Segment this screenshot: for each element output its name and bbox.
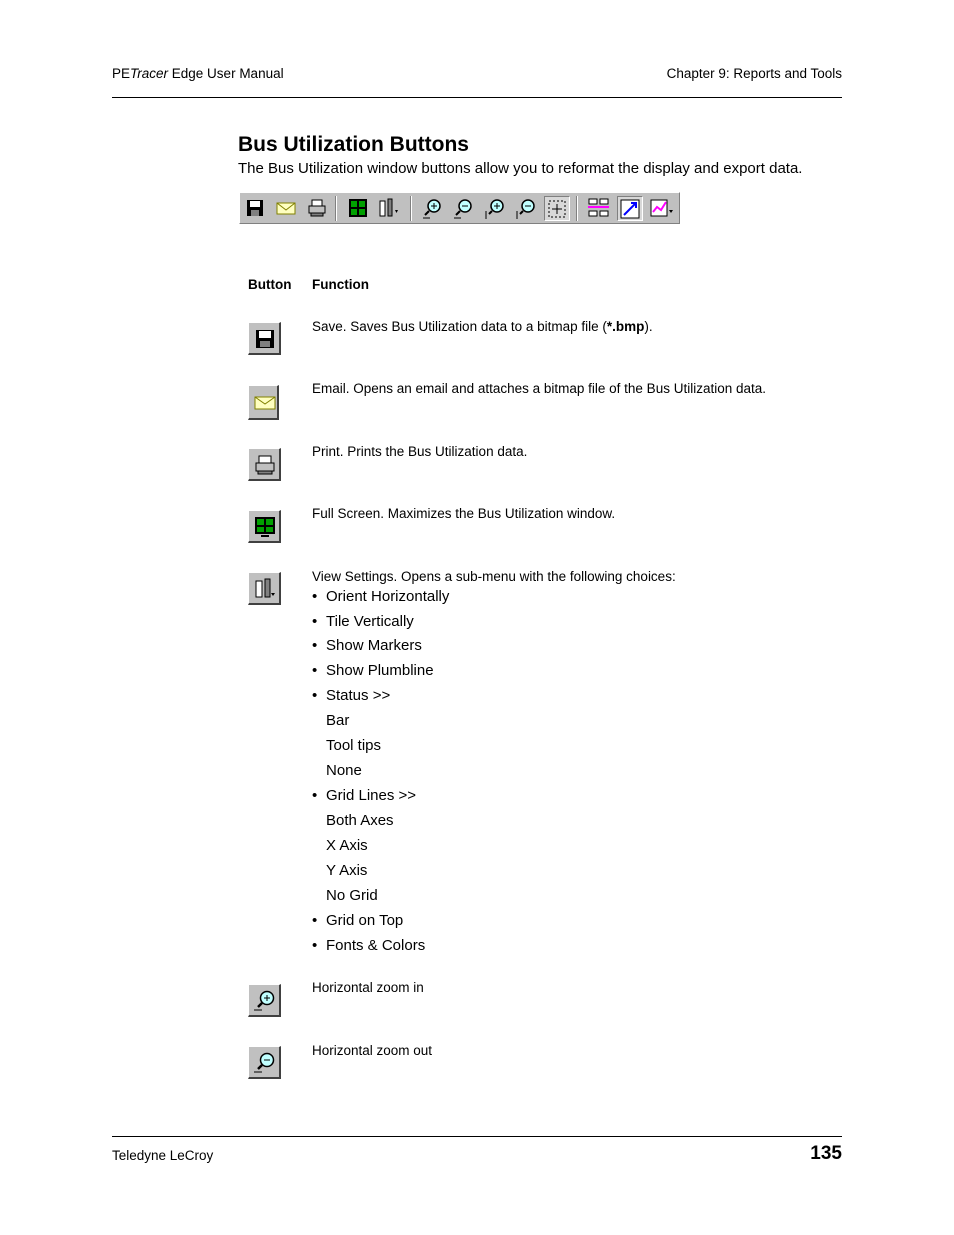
list-item: • Tile Vertically bbox=[312, 613, 414, 630]
view-settings-icon bbox=[248, 572, 281, 605]
list-item: • Grid on Top bbox=[312, 912, 404, 929]
section-intro: The Bus Utilization window buttons allow you to reformat the display and export data. bbox=[238, 160, 803, 177]
save-icon bbox=[248, 322, 281, 355]
page-number: 135 bbox=[810, 1143, 842, 1164]
section-title: Bus Utilization Buttons bbox=[238, 133, 469, 156]
print-icon bbox=[305, 196, 331, 221]
list-item: • Status >> bbox=[312, 687, 391, 704]
horizontal-zoom-in-icon bbox=[420, 196, 446, 221]
horizontal-zoom-in-icon bbox=[248, 984, 281, 1017]
toolbar-separator bbox=[576, 196, 578, 221]
sub-list-item: Both Axes bbox=[326, 812, 394, 829]
horizontal-zoom-out-icon bbox=[248, 1046, 281, 1079]
bus-utilization-toolbar bbox=[239, 192, 680, 224]
sub-list-item: Tool tips bbox=[326, 737, 382, 754]
email-description: Email. Opens an email and attaches a bitmap file of the Bus Utilization data. bbox=[312, 381, 766, 396]
running-header-title: PETracer Edge User Manual bbox=[112, 66, 284, 81]
list-item: • Grid Lines >> bbox=[312, 787, 417, 804]
list-item: • Fonts & Colors bbox=[312, 937, 426, 954]
chart-options-icon bbox=[648, 196, 674, 221]
footer-rule bbox=[112, 1136, 842, 1137]
list-item: • Show Plumbline bbox=[312, 662, 434, 679]
horizontal-zoom-out-icon bbox=[451, 196, 477, 221]
full-screen-icon bbox=[248, 510, 281, 543]
header-rule bbox=[112, 97, 842, 98]
sub-list-item: X Axis bbox=[326, 837, 368, 854]
horizontal-zoom-out-description: Horizontal zoom out bbox=[312, 1043, 433, 1058]
crosshair-icon bbox=[544, 196, 570, 221]
running-header-chapter: Chapter 9: Reports and Tools bbox=[666, 66, 842, 81]
column-header-function: Function bbox=[312, 277, 369, 292]
zoom-fit-icon bbox=[617, 196, 643, 221]
footer-company: Teledyne LeCroy bbox=[112, 1148, 214, 1163]
full-screen-description: Full Screen. Maximizes the Bus Utilization window. bbox=[312, 506, 616, 521]
list-item: • Show Markers bbox=[312, 637, 422, 654]
horizontal-zoom-in-description: Horizontal zoom in bbox=[312, 980, 424, 995]
vertical-zoom-out-icon bbox=[513, 196, 539, 221]
save-icon bbox=[243, 196, 269, 221]
sub-list-item: No Grid bbox=[326, 887, 378, 904]
view-settings-description: View Settings. Opens a sub-menu with the following choices: bbox=[312, 569, 676, 584]
full-screen-icon bbox=[346, 196, 372, 221]
view-settings-icon bbox=[376, 196, 402, 221]
toolbar-separator bbox=[335, 196, 337, 221]
sub-list-item: Y Axis bbox=[326, 862, 368, 879]
column-header-button: Button bbox=[248, 277, 292, 292]
sub-list-item: Bar bbox=[326, 712, 350, 729]
fit-icon bbox=[586, 196, 612, 221]
save-description: Save. Saves Bus Utilization data to a bitmap file (*.bmp). bbox=[312, 319, 653, 334]
list-item: • Orient Horizontally bbox=[312, 588, 450, 605]
email-icon bbox=[274, 196, 300, 221]
sub-list-item: None bbox=[326, 762, 362, 779]
toolbar-separator bbox=[410, 196, 412, 221]
email-icon bbox=[248, 385, 279, 420]
print-description: Print. Prints the Bus Utilization data. bbox=[312, 444, 528, 459]
print-icon bbox=[248, 448, 281, 481]
vertical-zoom-in-icon bbox=[482, 196, 508, 221]
